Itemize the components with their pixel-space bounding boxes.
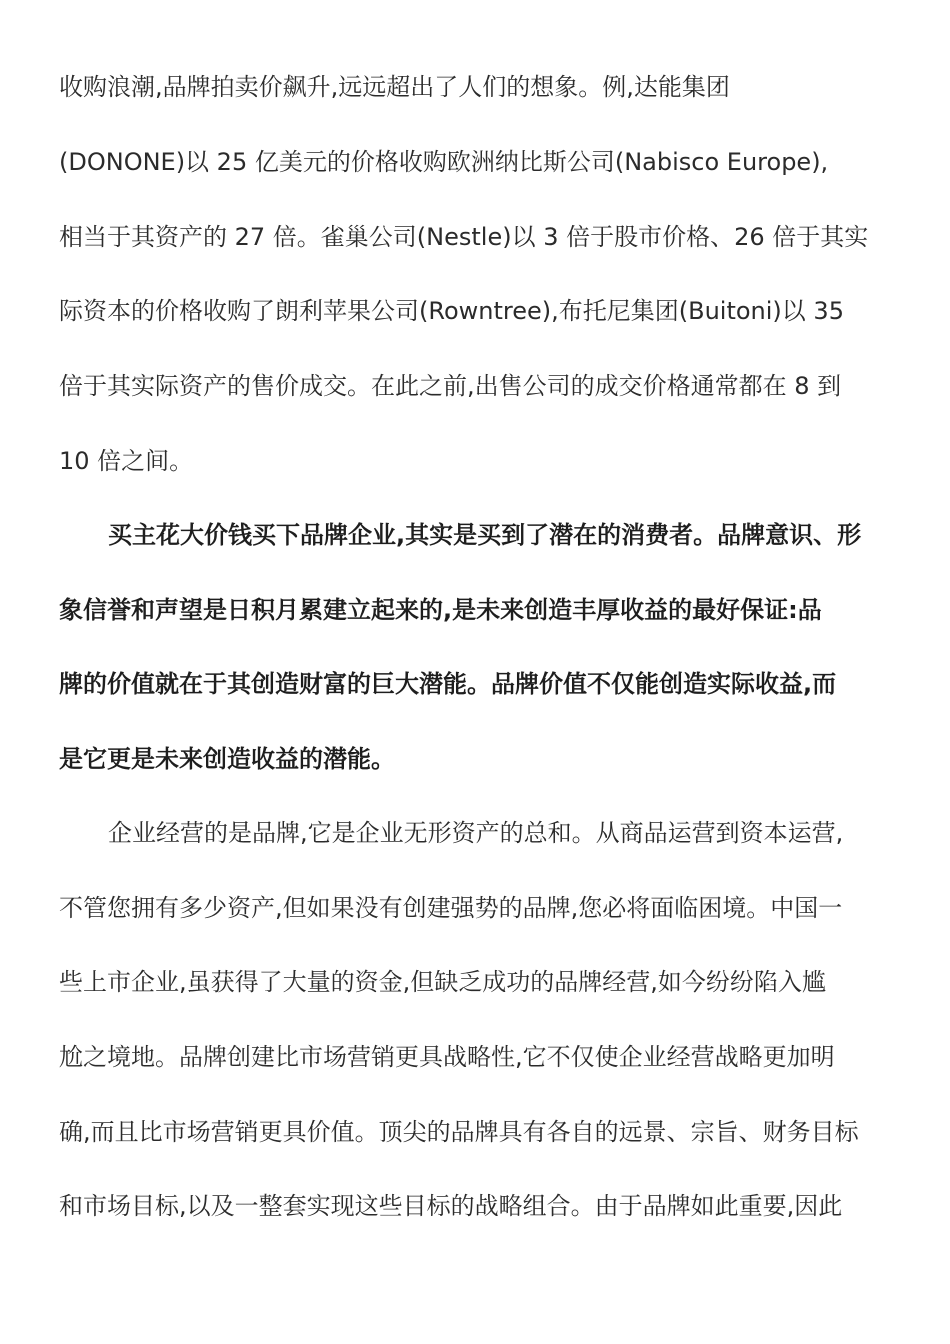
paragraph-1-line-4: 际资本的价格收购了朗利苹果公司(Rowntree),布托尼集团(Buitoni)以 35 (59, 297, 844, 325)
paragraph-1-line-3: 相当于其资产的 27 倍。雀巢公司(Nestle)以 3 倍于股市价格、26 倍于其实 (59, 223, 869, 251)
paragraph-2-line-3: 牌的价值就在于其创造财富的巨大潜能。品牌价值不仅能创造实际收益,而 (59, 670, 837, 698)
paragraph-3-line-3: 些上市企业,虽获得了大量的资金,但缺乏成功的品牌经营,如今纷纷陷入尴 (59, 968, 826, 996)
paragraph-3-line-5: 确,而且比市场营销更具价值。顶尖的品牌具有各自的远景、宗旨、财务目标 (59, 1118, 859, 1146)
paragraph-1-line-1: 收购浪潮,品牌拍卖价飙升,远远超出了人们的想象。例,达能集团 (59, 73, 730, 101)
paragraph-2-line-2: 象信誉和声望是日积月累建立起来的,是未来创造丰厚收益的最好保证:品 (59, 596, 822, 624)
paragraph-3-line-6: 和市场目标,以及一整套实现这些目标的战略组合。由于品牌如此重要,因此 (59, 1192, 843, 1220)
paragraph-2-line-1: 买主花大价钱买下品牌企业,其实是买到了潜在的消费者。品牌意识、形 (108, 521, 862, 549)
paragraph-3-line-1: 企业经营的是品牌,它是企业无形资产的总和。从商品运营到资本运营, (108, 819, 844, 847)
paragraph-1-line-6: 10 倍之间。 (59, 447, 194, 475)
paragraph-2-line-4: 是它更是未来创造收益的潜能。 (59, 745, 395, 773)
paragraph-1-line-5: 倍于其实际资产的售价成交。在此之前,出售公司的成交价格通常都在 8 到 (59, 372, 842, 400)
paragraph-1-line-2: (DONONE)以 25 亿美元的价格收购欧洲纳比斯公司(Nabisco Europe), (59, 148, 829, 176)
paragraph-3-line-4: 尬之境地。品牌创建比市场营销更具战略性,它不仅使企业经营战略更加明 (59, 1043, 835, 1071)
paragraph-3-line-2: 不管您拥有多少资产,但如果没有创建强势的品牌,您必将面临困境。中国一 (59, 894, 843, 922)
